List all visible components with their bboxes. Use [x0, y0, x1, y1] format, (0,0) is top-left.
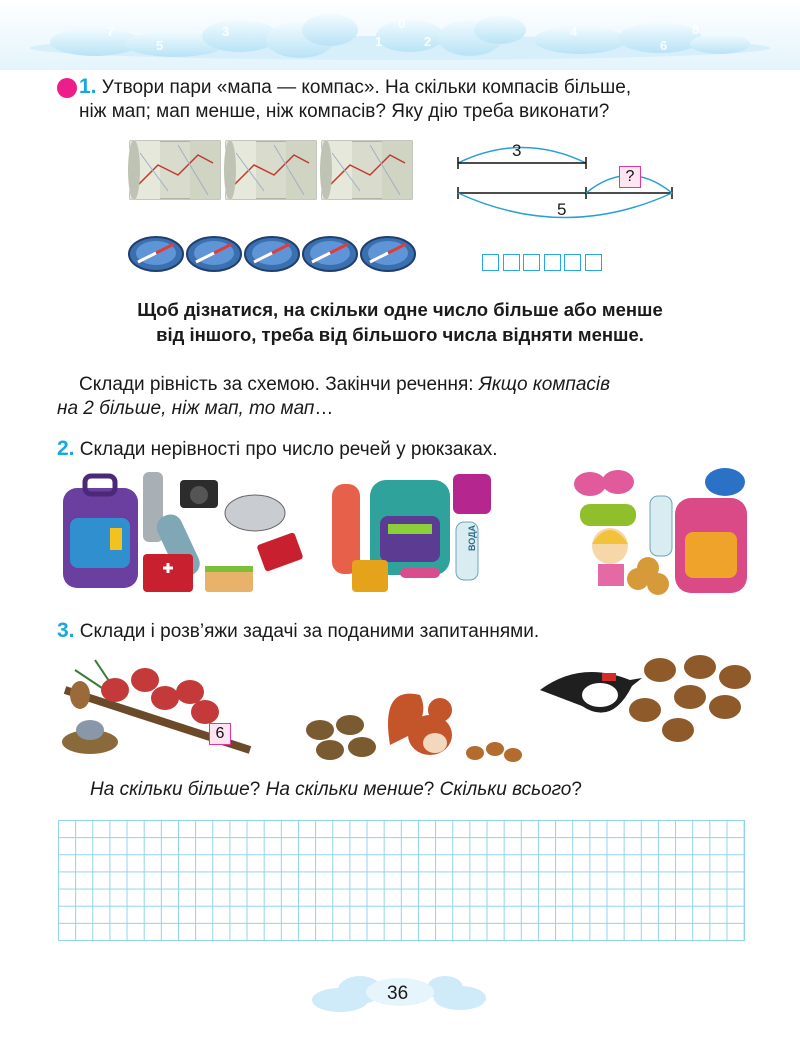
pot-icon — [225, 495, 285, 531]
bird-icon — [176, 680, 204, 704]
task1-text-line2: ніж мап; мап менше, ніж компасів? Яку дію треба виконати? — [79, 101, 610, 122]
section-marker-dot — [57, 78, 77, 98]
question-mark: ? — [249, 779, 261, 800]
rule-line2: від іншого, треба від більшого числа відняти менше. — [156, 324, 644, 345]
pinecone-icon — [662, 718, 694, 742]
sandwich-icon — [205, 570, 253, 592]
bird-icon — [191, 700, 219, 724]
pinecone-icon — [70, 681, 90, 709]
maps-illustration — [128, 135, 418, 210]
backpack-group-3 — [570, 464, 755, 599]
socks-icon — [453, 474, 491, 514]
knife-icon — [256, 532, 303, 572]
question-mark: ? — [571, 779, 582, 800]
cloud-digit: 5 — [156, 38, 164, 53]
schema-top-value: 3 — [512, 141, 522, 160]
backpack-group-2 — [318, 464, 513, 596]
sentence-line1 — [79, 373, 610, 397]
rule-line1: Щоб дізнатися, на скільки одне число більше або менше — [137, 299, 663, 320]
backpack-icon — [675, 498, 747, 593]
woodpecker-with-cones — [540, 655, 755, 750]
cloud-digit: 1 — [375, 34, 383, 49]
question-mark: ? — [423, 779, 435, 800]
page-number: 36 — [387, 983, 409, 1004]
task2-line — [57, 437, 498, 462]
answer-squares — [482, 254, 602, 271]
folded-map-icon — [320, 140, 412, 200]
task3-number: 3. — [57, 619, 75, 642]
task2-text: Склади нерівності про число речей у рюкзаках. — [79, 439, 498, 460]
bottle-label: ВОДА — [467, 524, 478, 552]
compass-icon — [303, 237, 357, 271]
folded-map-icon — [128, 140, 220, 200]
compasses-illustration — [128, 232, 418, 277]
cloud-digit: 3 — [222, 24, 230, 39]
bird-icon — [131, 668, 159, 692]
task3-line — [57, 619, 539, 644]
compass-icon — [361, 237, 415, 271]
answer-square[interactable] — [564, 254, 581, 271]
sentence-italic1: Якщо компасів — [478, 374, 611, 395]
sentence-italic2: на 2 більше, ніж мап, то мап — [57, 398, 315, 419]
nut-icon — [486, 742, 504, 756]
pinecone-icon — [719, 665, 751, 689]
chestnut-icon — [306, 720, 334, 740]
task3-text: Склади і розв’яжи задачі за поданими запитаннями. — [79, 621, 540, 642]
folded-map-icon — [224, 140, 316, 200]
chestnut-icon — [316, 740, 344, 760]
flashlight-icon — [400, 568, 440, 578]
segment-schema — [452, 136, 682, 226]
nut-icon — [504, 748, 522, 762]
chestnut-icon — [336, 715, 364, 735]
cloud-digit: 6 — [660, 38, 668, 53]
nut-icon — [466, 746, 484, 760]
answer-square[interactable] — [503, 254, 520, 271]
mug-icon — [352, 560, 388, 592]
writing-grid[interactable] — [58, 820, 745, 941]
question-less: На скільки менше — [265, 779, 424, 800]
squirrel-with-nuts — [300, 685, 530, 765]
sentence-end: … — [314, 398, 334, 419]
mittens-icon — [574, 472, 606, 496]
compass-icon — [129, 237, 183, 271]
top-cloud-band — [0, 0, 800, 70]
pinecone-icon — [684, 655, 716, 679]
hat-icon — [705, 468, 745, 496]
schema-question-box: ? — [619, 166, 641, 188]
pinecone-icon — [709, 695, 741, 719]
sleeping-mat-icon — [580, 504, 636, 526]
task3-questions — [90, 778, 582, 802]
answer-square[interactable] — [585, 254, 602, 271]
sentence-plain: Склади рівність за схемою. Закінчи речення: — [79, 374, 479, 395]
bird-icon — [151, 686, 179, 710]
sentence-line2 — [57, 397, 333, 421]
cloud-digit: 4 — [570, 24, 578, 39]
answer-square[interactable] — [482, 254, 499, 271]
task2-number: 2. — [57, 437, 75, 460]
answer-square[interactable] — [523, 254, 540, 271]
pinecone-icon — [629, 698, 661, 722]
cloud-digit: 2 — [424, 34, 432, 49]
chestnut-icon — [348, 737, 376, 757]
task1-number: 1. — [79, 75, 97, 98]
cloud-digit: 0 — [398, 16, 406, 31]
water-bottle-icon — [650, 496, 672, 556]
cloud-digit: 7 — [107, 24, 115, 39]
cloud-band-illustration — [0, 0, 800, 70]
pinecone-icon — [674, 685, 706, 709]
backpack-icon — [63, 476, 138, 588]
bird-icon — [101, 678, 129, 702]
task1-text-line1: Утвори пари «мапа — компас». На скільки компасів більше, — [101, 77, 632, 98]
question-total: Скільки всього — [439, 779, 572, 800]
compass-icon — [187, 237, 241, 271]
bird-count-box: 6 — [209, 723, 231, 745]
bird-icon — [76, 720, 104, 740]
schema-bottom-value: 5 — [557, 200, 567, 219]
backpack-group-1 — [55, 468, 315, 600]
pinecone-icon — [644, 658, 676, 682]
compass-icon — [245, 237, 299, 271]
answer-square[interactable] — [544, 254, 561, 271]
cloud-digit: 8 — [692, 22, 700, 37]
task1-line1 — [79, 75, 631, 100]
question-more: На скільки більше — [90, 779, 250, 800]
